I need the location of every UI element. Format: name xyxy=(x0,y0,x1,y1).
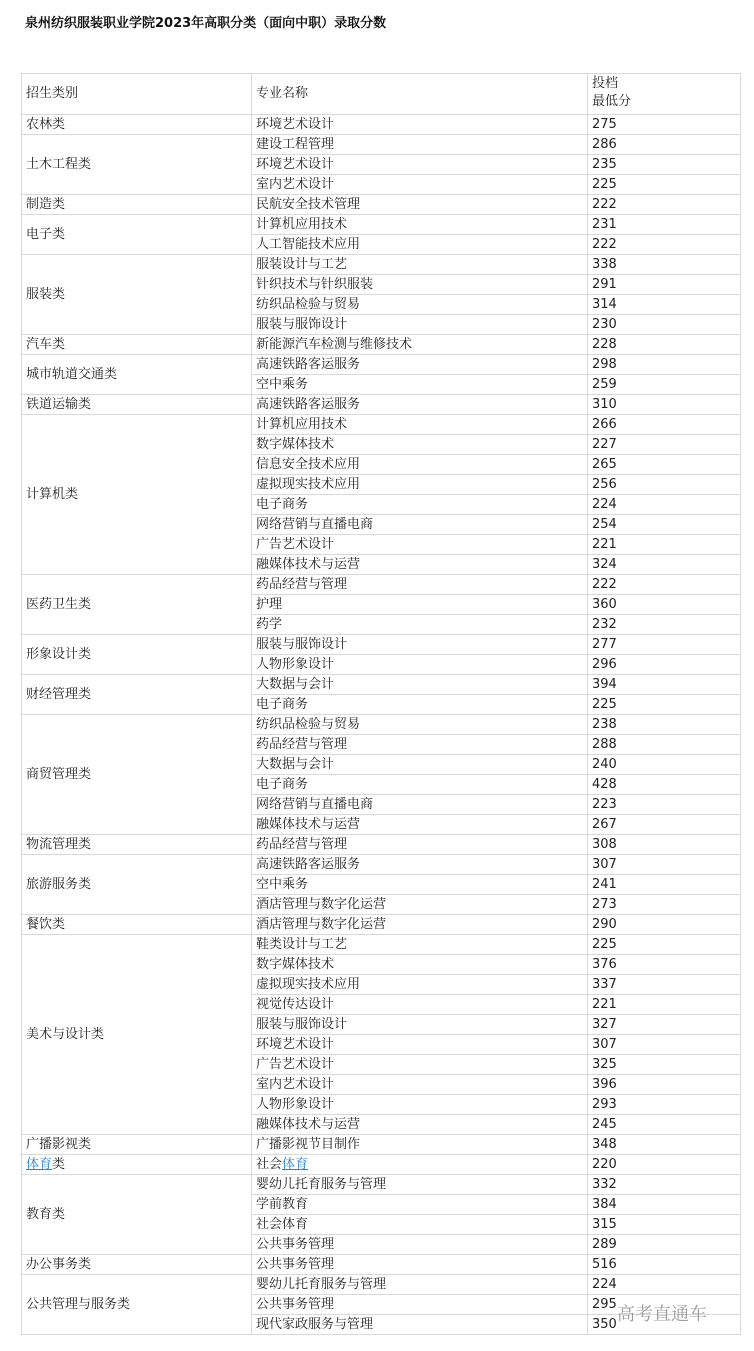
score-cell: 307 xyxy=(588,1035,741,1055)
major-cell: 广播影视节目制作 xyxy=(252,1135,588,1155)
score-cell: 277 xyxy=(588,635,741,655)
category-cell: 农林类 xyxy=(22,115,252,135)
score-cell: 337 xyxy=(588,975,741,995)
major-cell: 虚拟现实技术应用 xyxy=(252,975,588,995)
table-row xyxy=(22,1175,741,1195)
score-cell: 298 xyxy=(588,355,741,375)
score-cell: 295 xyxy=(588,1295,741,1315)
score-cell: 224 xyxy=(588,495,741,515)
table-row xyxy=(22,215,741,235)
category-cell: 电子类 xyxy=(22,215,252,255)
major-cell: 鞋类设计与工艺 xyxy=(252,935,588,955)
score-cell: 225 xyxy=(588,175,741,195)
major-cell: 电子商务 xyxy=(252,495,588,515)
major-cell: 酒店管理与数字化运营 xyxy=(252,895,588,915)
keyword-link[interactable]: 体育 xyxy=(282,1157,309,1172)
major-cell: 服装与服饰设计 xyxy=(252,315,588,335)
score-cell: 288 xyxy=(588,735,741,755)
table-body xyxy=(22,115,741,1335)
score-cell: 259 xyxy=(588,375,741,395)
major-cell: 建设工程管理 xyxy=(252,135,588,155)
major-cell: 民航安全技术管理 xyxy=(252,195,588,215)
table-row xyxy=(22,395,741,415)
table-row xyxy=(22,355,741,375)
score-cell: 315 xyxy=(588,1215,741,1235)
category-cell: 公共管理与服务类 xyxy=(22,1275,252,1335)
table-row xyxy=(22,415,741,435)
score-cell: 235 xyxy=(588,155,741,175)
score-cell: 348 xyxy=(588,1135,741,1155)
major-cell: 融媒体技术与运营 xyxy=(252,815,588,835)
header-score-line2: 最低分 xyxy=(592,94,632,109)
score-cell: 228 xyxy=(588,335,741,355)
major-cell: 视觉传达设计 xyxy=(252,995,588,1015)
major-cell: 纺织品检验与贸易 xyxy=(252,295,588,315)
score-cell: 360 xyxy=(588,595,741,615)
score-cell: 327 xyxy=(588,1015,741,1035)
score-cell: 428 xyxy=(588,775,741,795)
score-cell: 265 xyxy=(588,455,741,475)
major-cell: 公共事务管理 xyxy=(252,1235,588,1255)
major-cell: 高速铁路客运服务 xyxy=(252,855,588,875)
score-cell: 267 xyxy=(588,815,741,835)
score-cell: 227 xyxy=(588,435,741,455)
score-cell: 231 xyxy=(588,215,741,235)
major-prefix: 社会 xyxy=(256,1157,283,1172)
score-cell: 394 xyxy=(588,675,741,695)
major-cell: 酒店管理与数字化运营 xyxy=(252,915,588,935)
major-cell: 药学 xyxy=(252,615,588,635)
major-cell: 网络营销与直播电商 xyxy=(252,515,588,535)
major-cell: 计算机应用技术 xyxy=(252,415,588,435)
score-cell: 273 xyxy=(588,895,741,915)
category-cell: 物流管理类 xyxy=(22,835,252,855)
major-cell: 融媒体技术与运营 xyxy=(252,555,588,575)
header-min-score xyxy=(588,74,741,115)
major-cell: 空中乘务 xyxy=(252,375,588,395)
table-row xyxy=(22,135,741,155)
major-cell: 高速铁路客运服务 xyxy=(252,395,588,415)
score-cell: 221 xyxy=(588,995,741,1015)
major-cell: 现代家政服务与管理 xyxy=(252,1315,588,1335)
keyword-link[interactable]: 体育 xyxy=(26,1157,53,1172)
major-cell: 大数据与会计 xyxy=(252,755,588,775)
major-cell: 人工智能技术应用 xyxy=(252,235,588,255)
table-row xyxy=(22,915,741,935)
major-cell: 药品经营与管理 xyxy=(252,835,588,855)
category-cell: 制造类 xyxy=(22,195,252,215)
major-cell: 虚拟现实技术应用 xyxy=(252,475,588,495)
score-cell: 222 xyxy=(588,195,741,215)
score-cell: 225 xyxy=(588,695,741,715)
category-cell: 教育类 xyxy=(22,1175,252,1255)
score-cell: 516 xyxy=(588,1255,741,1275)
category-suffix: 类 xyxy=(52,1157,66,1172)
major-cell: 人物形象设计 xyxy=(252,655,588,675)
major-cell: 环境艺术设计 xyxy=(252,1035,588,1055)
header-score-line1: 投档 xyxy=(592,76,619,91)
major-cell: 服装与服饰设计 xyxy=(252,1015,588,1035)
major-cell: 信息安全技术应用 xyxy=(252,455,588,475)
major-cell: 融媒体技术与运营 xyxy=(252,1115,588,1135)
table-header-row xyxy=(22,74,741,115)
major-cell: 服装设计与工艺 xyxy=(252,255,588,275)
category-cell: 医药卫生类 xyxy=(22,575,252,635)
score-cell: 224 xyxy=(588,1275,741,1295)
header-category: 招生类别 xyxy=(22,74,252,115)
page-title: 泉州纺织服装职业学院2023年高职分类（面向中职）录取分数 xyxy=(25,16,387,31)
major-cell: 婴幼儿托育服务与管理 xyxy=(252,1175,588,1195)
category-cell: 城市轨道交通类 xyxy=(22,355,252,395)
score-cell: 286 xyxy=(588,135,741,155)
table-row xyxy=(22,115,741,135)
score-cell: 238 xyxy=(588,715,741,735)
table-row xyxy=(22,255,741,275)
major-cell: 大数据与会计 xyxy=(252,675,588,695)
score-cell: 396 xyxy=(588,1075,741,1095)
score-cell: 245 xyxy=(588,1115,741,1135)
score-cell: 222 xyxy=(588,235,741,255)
major-cell: 室内艺术设计 xyxy=(252,1075,588,1095)
score-cell: 296 xyxy=(588,655,741,675)
major-cell: 公共事务管理 xyxy=(252,1295,588,1315)
table-row xyxy=(22,635,741,655)
score-cell: 293 xyxy=(588,1095,741,1115)
major-cell: 药品经营与管理 xyxy=(252,735,588,755)
score-cell: 307 xyxy=(588,855,741,875)
category-cell: 商贸管理类 xyxy=(22,715,252,835)
score-cell: 338 xyxy=(588,255,741,275)
table-row xyxy=(22,675,741,695)
major-cell: 数字媒体技术 xyxy=(252,435,588,455)
major-cell: 广告艺术设计 xyxy=(252,535,588,555)
major-cell: 电子商务 xyxy=(252,775,588,795)
major-cell: 室内艺术设计 xyxy=(252,175,588,195)
major-cell: 广告艺术设计 xyxy=(252,1055,588,1075)
table-row xyxy=(22,1255,741,1275)
category-cell: 办公事务类 xyxy=(22,1255,252,1275)
score-cell: 350 xyxy=(588,1315,741,1335)
score-cell: 275 xyxy=(588,115,741,135)
score-cell: 376 xyxy=(588,955,741,975)
category-cell xyxy=(22,1155,252,1175)
major-cell: 学前教育 xyxy=(252,1195,588,1215)
score-cell: 240 xyxy=(588,755,741,775)
score-cell: 310 xyxy=(588,395,741,415)
category-cell: 铁道运输类 xyxy=(22,395,252,415)
score-cell: 220 xyxy=(588,1155,741,1175)
score-cell: 314 xyxy=(588,295,741,315)
table-row xyxy=(22,1155,741,1175)
score-cell: 291 xyxy=(588,275,741,295)
category-cell: 形象设计类 xyxy=(22,635,252,675)
major-cell: 高速铁路客运服务 xyxy=(252,355,588,375)
major-cell: 人物形象设计 xyxy=(252,1095,588,1115)
major-cell: 网络营销与直播电商 xyxy=(252,795,588,815)
major-cell xyxy=(252,1155,588,1175)
category-cell: 餐饮类 xyxy=(22,915,252,935)
category-cell: 美术与设计类 xyxy=(22,935,252,1135)
category-cell: 广播影视类 xyxy=(22,1135,252,1155)
major-cell: 计算机应用技术 xyxy=(252,215,588,235)
major-cell: 药品经营与管理 xyxy=(252,575,588,595)
major-cell: 公共事务管理 xyxy=(252,1255,588,1275)
major-cell: 空中乘务 xyxy=(252,875,588,895)
score-cell: 289 xyxy=(588,1235,741,1255)
score-cell: 223 xyxy=(588,795,741,815)
category-cell: 土木工程类 xyxy=(22,135,252,195)
score-cell: 308 xyxy=(588,835,741,855)
major-cell: 环境艺术设计 xyxy=(252,115,588,135)
score-cell: 221 xyxy=(588,535,741,555)
score-cell: 232 xyxy=(588,615,741,635)
table-row xyxy=(22,715,741,735)
table-row xyxy=(22,835,741,855)
score-cell: 222 xyxy=(588,575,741,595)
category-cell: 计算机类 xyxy=(22,415,252,575)
major-cell: 电子商务 xyxy=(252,695,588,715)
score-cell: 324 xyxy=(588,555,741,575)
table-row xyxy=(22,575,741,595)
major-cell: 服装与服饰设计 xyxy=(252,635,588,655)
major-cell: 婴幼儿托育服务与管理 xyxy=(252,1275,588,1295)
admission-score-table xyxy=(21,73,741,1335)
major-cell: 护理 xyxy=(252,595,588,615)
score-cell: 325 xyxy=(588,1055,741,1075)
major-cell: 纺织品检验与贸易 xyxy=(252,715,588,735)
table-row xyxy=(22,935,741,955)
category-cell: 汽车类 xyxy=(22,335,252,355)
table-row xyxy=(22,1135,741,1155)
major-cell: 新能源汽车检测与维修技术 xyxy=(252,335,588,355)
score-cell: 230 xyxy=(588,315,741,335)
score-cell: 384 xyxy=(588,1195,741,1215)
major-cell: 环境艺术设计 xyxy=(252,155,588,175)
major-cell: 数字媒体技术 xyxy=(252,955,588,975)
score-cell: 241 xyxy=(588,875,741,895)
score-cell: 266 xyxy=(588,415,741,435)
table-row xyxy=(22,195,741,215)
watermark: 高考直通车 xyxy=(617,1304,707,1325)
header-major: 专业名称 xyxy=(252,74,588,115)
category-cell: 旅游服务类 xyxy=(22,855,252,915)
category-cell: 服装类 xyxy=(22,255,252,335)
table-row xyxy=(22,1275,741,1295)
score-cell: 256 xyxy=(588,475,741,495)
score-cell: 254 xyxy=(588,515,741,535)
score-cell: 290 xyxy=(588,915,741,935)
table-row xyxy=(22,335,741,355)
major-cell: 社会体育 xyxy=(252,1215,588,1235)
score-cell: 332 xyxy=(588,1175,741,1195)
category-cell: 财经管理类 xyxy=(22,675,252,715)
major-cell: 针织技术与针织服装 xyxy=(252,275,588,295)
table-row xyxy=(22,855,741,875)
score-cell: 225 xyxy=(588,935,741,955)
